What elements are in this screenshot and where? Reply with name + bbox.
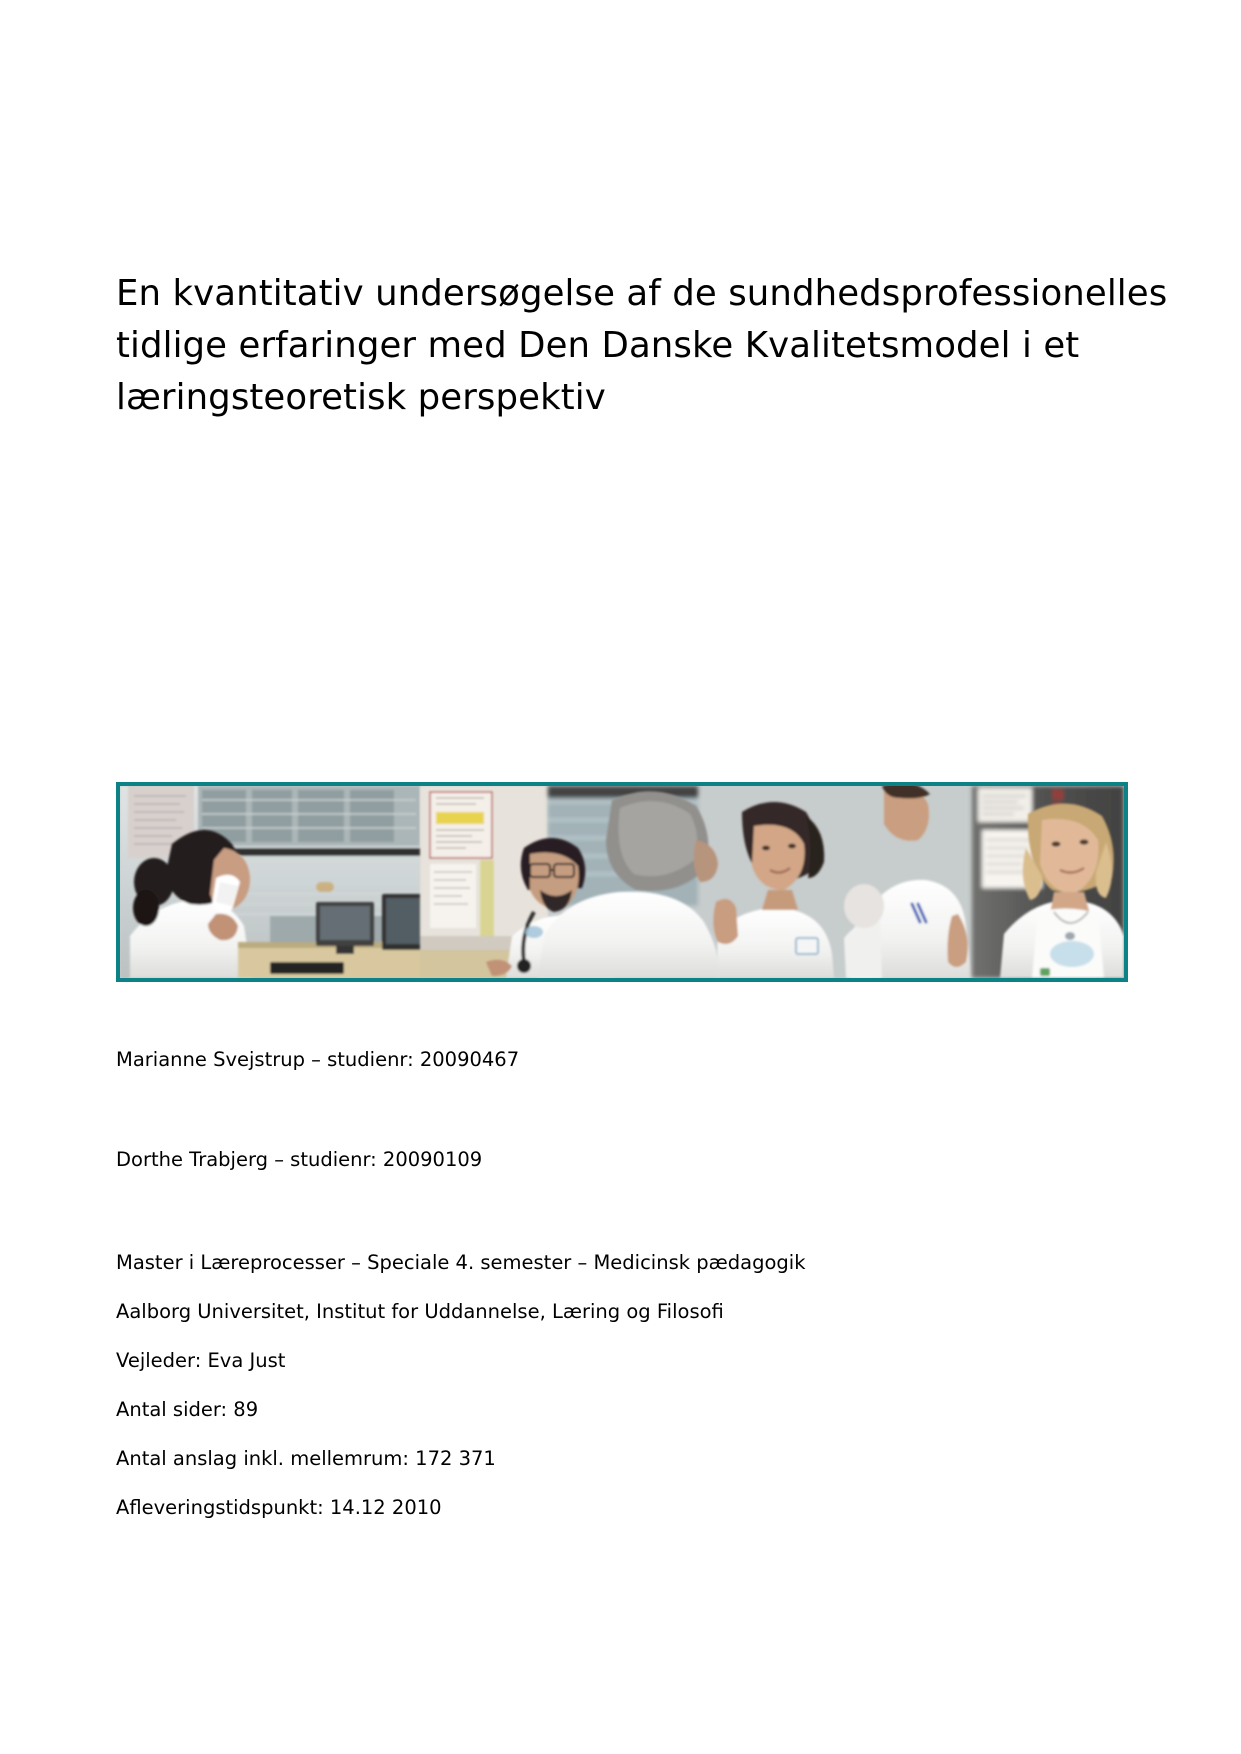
title-line-2: tidlige erfaringer med Den Danske Kvalitetsmodel i et	[116, 325, 1080, 366]
svg-text:N: N	[1052, 788, 1064, 804]
meta-supervisor: Vejleder: Eva Just	[116, 1349, 286, 1372]
meta-character-count: Antal anslag inkl. mellemrum: 172 371	[116, 1447, 496, 1470]
meta-submission-date: Afleveringstidspunkt: 14.12 2010	[116, 1496, 442, 1519]
author-block	[116, 1046, 1016, 1174]
metadata-block	[116, 1249, 1066, 1522]
title-line-1: En kvantitativ undersøgelse af de sundhedsprofessionelles	[116, 273, 1168, 314]
cover-photo-frame	[116, 782, 1128, 982]
title-line-3: læringsteoretisk perspektiv	[116, 377, 606, 418]
meta-page-count: Antal sider: 89	[116, 1398, 259, 1421]
meta-programme: Master i Læreprocesser – Speciale 4. semester – Medicinsk pædagogik	[116, 1251, 806, 1274]
hospital-ward-staff-photo	[120, 786, 1124, 978]
page-title	[116, 268, 1168, 424]
meta-university: Aalborg Universitet, Institut for Uddannelse, Læring og Filosofi	[116, 1300, 724, 1323]
author-line-1: Marianne Svejstrup – studienr: 20090467	[116, 1048, 520, 1071]
author-line-2: Dorthe Trabjerg – studienr: 20090109	[116, 1148, 483, 1171]
